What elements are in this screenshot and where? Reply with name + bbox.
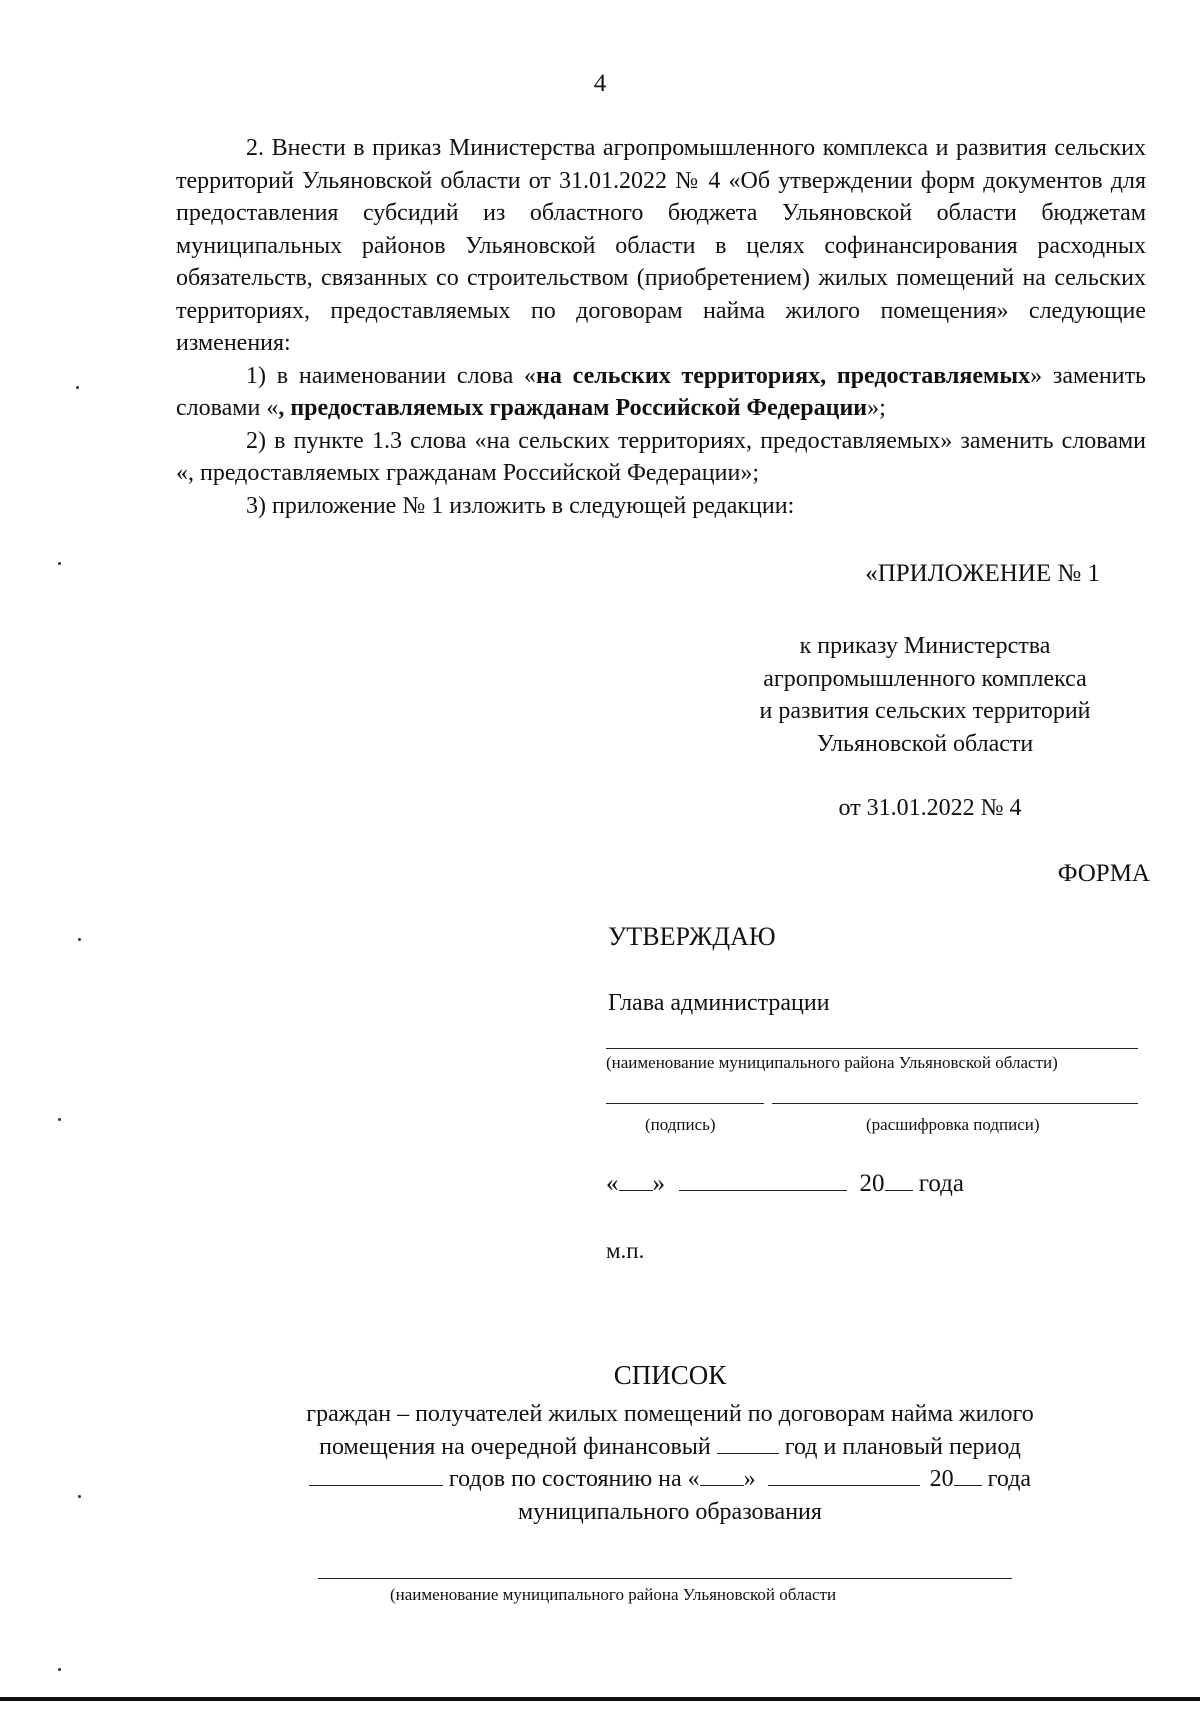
- appendix-date: от 31.01.2022 № 4: [838, 795, 1022, 821]
- page-bottom-edge: [0, 1697, 1200, 1701]
- municipality-caption: (наименование муниципального района Ульяновской области: [390, 1585, 837, 1604]
- amendment-item-1: [176, 360, 1146, 425]
- district-caption: (наименование муниципального района Ульяновской области): [606, 1053, 1058, 1072]
- list-line-3b: »: [743, 1466, 756, 1492]
- list-line-3-year: 20: [929, 1466, 954, 1492]
- planning-period-blank: [309, 1465, 443, 1486]
- date-suffix: года: [918, 1170, 964, 1197]
- amendment-intro: 2. Внести в приказ Министерства агропромышленного комплекса и развития сельских территорий Ульяновской области от 31.01.2022 № 4 «Об утверждении форм документов для предоставления субсидий из областного бюджета Ульяновской области бюджетам муниципальных районов Ульяновской области в целях софинансирования расходных обязательств, связанных со строительством (приобретением) жилых помещений на сельских территориях, предоставляемых по договорам найма жилого помещения» следующие изменения:: [176, 135, 1146, 356]
- appendix-title: «ПРИЛОЖЕНИЕ № 1: [865, 560, 1100, 587]
- appendix-ref-line: к приказу Министерства: [799, 633, 1051, 659]
- item1-bold-new: , предоставляемых гражданам Российской Федерации: [278, 395, 868, 421]
- item1-suffix: »;: [867, 395, 886, 421]
- date-open-quote: «: [606, 1170, 619, 1197]
- item1-mid: » заменить словами «: [176, 362, 1146, 421]
- appendix-reference: [730, 630, 1120, 760]
- item1-bold-old: на сельских территориях, предоставляемых: [536, 362, 1031, 389]
- head-title: Глава администрации: [608, 990, 830, 1016]
- scan-mark: [58, 1668, 61, 1671]
- signature-line: [606, 1103, 764, 1104]
- list-line-2: [200, 1431, 1140, 1464]
- day-blank: [619, 1170, 653, 1191]
- scan-mark: [76, 386, 79, 389]
- district-name-line: [606, 1048, 1138, 1049]
- list-line-2a: помещения на очередной финансовый: [319, 1433, 711, 1460]
- scan-mark: [58, 1118, 61, 1121]
- approval-date-line: [606, 1170, 964, 1198]
- amendment-item-2: 2) в пункте 1.3 слова «на сельских территориях, предоставляемых» заменить словами «, предоставляемых гражданам Российской Федерации»;: [176, 427, 1146, 486]
- appendix-ref-line: Ульяновской области: [816, 730, 1034, 757]
- form-label: ФОРМА: [1057, 860, 1150, 887]
- list-title: СПИСОК: [613, 1360, 727, 1390]
- scan-mark: [78, 938, 81, 941]
- list-subtitle: [200, 1398, 1140, 1528]
- appendix-ref-line: и развития сельских территорий: [759, 698, 1091, 724]
- date-year: 20: [859, 1170, 885, 1197]
- date-close-quote: »: [652, 1170, 665, 1197]
- state-month-blank: [768, 1465, 920, 1486]
- list-line-1: граждан – получателей жилых помещений по договорам найма жилого: [306, 1401, 1034, 1427]
- list-line-4: муниципального образования: [518, 1498, 822, 1525]
- decode-caption: (расшифровка подписи): [866, 1115, 1040, 1134]
- month-blank: [679, 1170, 847, 1191]
- seal-placeholder: м.п.: [606, 1238, 645, 1263]
- list-line-3a: годов по состоянию на «: [448, 1466, 700, 1492]
- year-blank: [885, 1170, 913, 1191]
- approve-heading: УТВЕРЖДАЮ: [608, 922, 776, 951]
- item1-prefix: 1) в наименовании слова «: [246, 362, 537, 389]
- scan-mark: [78, 1495, 81, 1498]
- amendment-text: [176, 132, 1146, 522]
- state-year-blank: [954, 1465, 982, 1486]
- decode-line: [772, 1103, 1138, 1104]
- list-line-3: [200, 1463, 1140, 1496]
- appendix-ref-line: агропромышленного комплекса: [763, 665, 1087, 692]
- list-line-3-suffix: года: [987, 1466, 1032, 1492]
- amendment-item-3: 3) приложение № 1 изложить в следующей редакции:: [246, 492, 795, 519]
- fiscal-year-blank: [717, 1433, 779, 1454]
- page-number: 4: [593, 70, 607, 97]
- list-line-2b: год и плановый период: [784, 1433, 1021, 1460]
- scan-mark: [58, 562, 61, 565]
- municipality-name-line: [318, 1578, 1012, 1579]
- signature-caption: (подпись): [645, 1115, 716, 1134]
- state-day-blank: [700, 1465, 744, 1486]
